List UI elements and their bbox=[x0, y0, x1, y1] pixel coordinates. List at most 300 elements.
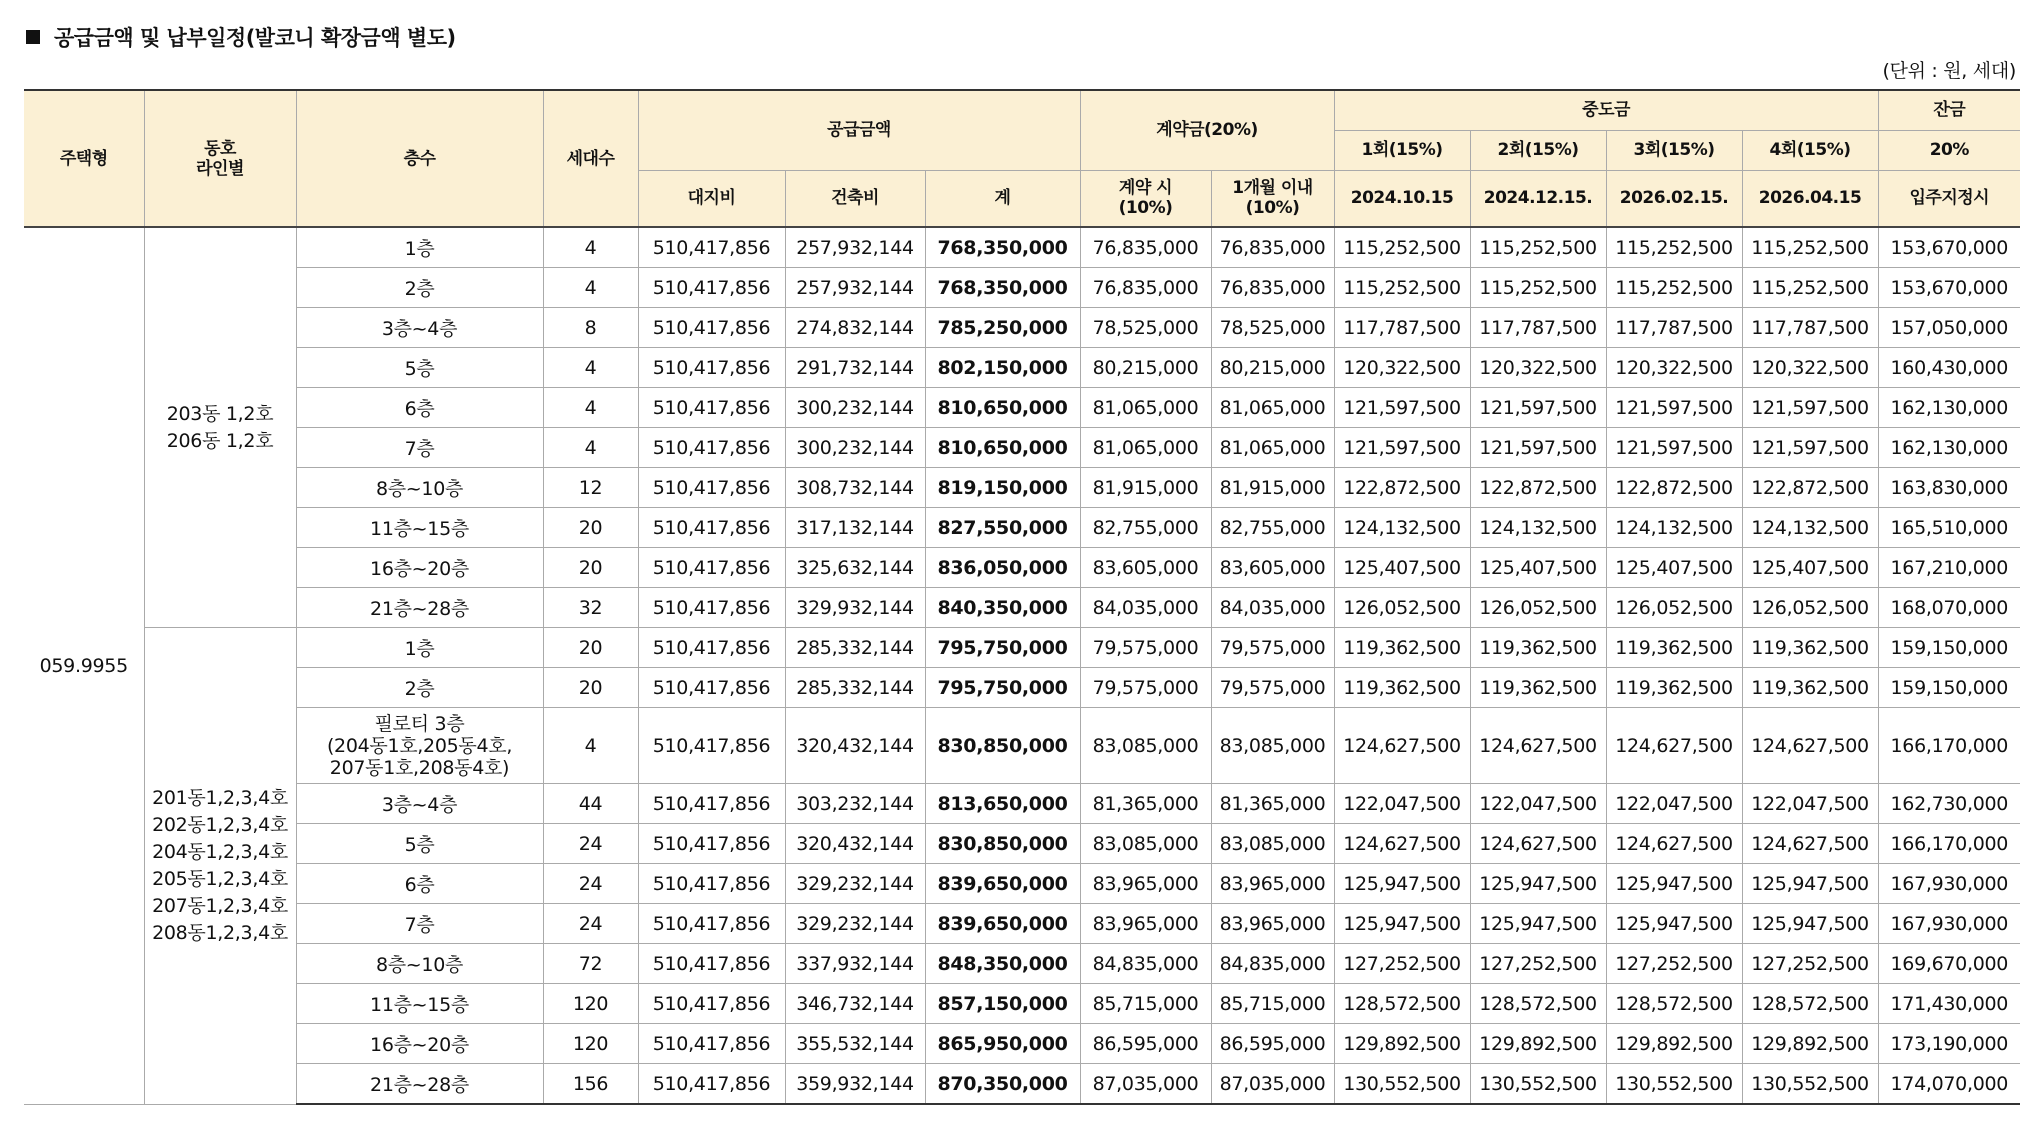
land-cost-cell: 510,417,856 bbox=[638, 588, 785, 628]
building-cost-cell: 355,532,144 bbox=[785, 1024, 925, 1064]
floors-cell: 5층 bbox=[296, 348, 543, 388]
table-row bbox=[24, 864, 2020, 904]
contract-1month-cell: 79,575,000 bbox=[1211, 668, 1334, 708]
mid1-cell: 129,892,500 bbox=[1334, 1024, 1470, 1064]
dong-line-label: 202동1,2,3,4호 bbox=[152, 813, 288, 836]
mid2-cell: 122,872,500 bbox=[1470, 468, 1606, 508]
building-cost-cell: 308,732,144 bbox=[785, 468, 925, 508]
header-contract-month-1: 1개월 이내 bbox=[1232, 178, 1313, 199]
mid1-cell: 115,252,500 bbox=[1334, 268, 1470, 308]
building-cost-cell: 329,932,144 bbox=[785, 588, 925, 628]
households-cell: 20 bbox=[543, 668, 638, 708]
mid1-cell: 130,552,500 bbox=[1334, 1064, 1470, 1105]
building-cost-cell: 303,232,144 bbox=[785, 784, 925, 824]
table-body bbox=[24, 227, 2020, 1104]
total-amount-cell: 840,350,000 bbox=[925, 588, 1080, 628]
contract-1month-cell: 80,215,000 bbox=[1211, 348, 1334, 388]
households-cell: 12 bbox=[543, 468, 638, 508]
building-cost-cell: 325,632,144 bbox=[785, 548, 925, 588]
section-title-text: 공급금액 및 납부일정(발코니 확장금액 별도) bbox=[54, 26, 456, 50]
table-header bbox=[24, 90, 2020, 227]
mid2-cell: 125,407,500 bbox=[1470, 548, 1606, 588]
total-amount-cell: 819,150,000 bbox=[925, 468, 1080, 508]
floors-cell: 6층 bbox=[296, 864, 543, 904]
contract-1month-cell: 81,915,000 bbox=[1211, 468, 1334, 508]
land-cost-cell: 510,417,856 bbox=[638, 784, 785, 824]
balance-cell: 159,150,000 bbox=[1878, 668, 2020, 708]
contract-at-cell: 76,835,000 bbox=[1080, 227, 1211, 268]
total-amount-cell: 768,350,000 bbox=[925, 227, 1080, 268]
contract-1month-cell: 79,575,000 bbox=[1211, 628, 1334, 668]
land-cost-cell: 510,417,856 bbox=[638, 348, 785, 388]
dong-group-1-cell bbox=[144, 227, 296, 628]
mid2-cell: 115,252,500 bbox=[1470, 227, 1606, 268]
mid3-cell: 124,132,500 bbox=[1606, 508, 1742, 548]
contract-1month-cell: 84,835,000 bbox=[1211, 944, 1334, 984]
contract-1month-cell: 81,065,000 bbox=[1211, 428, 1334, 468]
total-amount-cell: 848,350,000 bbox=[925, 944, 1080, 984]
balance-cell: 162,730,000 bbox=[1878, 784, 2020, 824]
mid3-cell: 120,322,500 bbox=[1606, 348, 1742, 388]
dong-line-label: 207동1,2,3,4호 bbox=[152, 894, 288, 917]
floors-cell: 8층~10층 bbox=[296, 468, 543, 508]
header-mid2-date: 2024.12.15. bbox=[1470, 170, 1606, 227]
mid4-cell: 127,252,500 bbox=[1742, 944, 1878, 984]
households-cell: 32 bbox=[543, 588, 638, 628]
land-cost-cell: 510,417,856 bbox=[638, 388, 785, 428]
mid4-cell: 122,872,500 bbox=[1742, 468, 1878, 508]
balance-cell: 153,670,000 bbox=[1878, 268, 2020, 308]
mid2-cell: 119,362,500 bbox=[1470, 628, 1606, 668]
total-amount-cell: 768,350,000 bbox=[925, 268, 1080, 308]
mid3-cell: 130,552,500 bbox=[1606, 1064, 1742, 1105]
table-row bbox=[24, 668, 2020, 708]
total-amount-cell: 830,850,000 bbox=[925, 824, 1080, 864]
mid4-cell: 121,597,500 bbox=[1742, 388, 1878, 428]
mid2-cell: 121,597,500 bbox=[1470, 428, 1606, 468]
land-cost-cell: 510,417,856 bbox=[638, 984, 785, 1024]
building-cost-cell: 291,732,144 bbox=[785, 348, 925, 388]
households-cell: 4 bbox=[543, 348, 638, 388]
header-contract-month bbox=[1211, 170, 1334, 227]
mid1-cell: 124,627,500 bbox=[1334, 824, 1470, 864]
mid3-cell: 115,252,500 bbox=[1606, 227, 1742, 268]
mid2-cell: 127,252,500 bbox=[1470, 944, 1606, 984]
total-amount-cell: 827,550,000 bbox=[925, 508, 1080, 548]
mid3-cell: 117,787,500 bbox=[1606, 308, 1742, 348]
balance-cell: 165,510,000 bbox=[1878, 508, 2020, 548]
dong-line-label: 203동 1,2호 bbox=[166, 402, 274, 425]
header-dong-line-2: 라인별 bbox=[196, 158, 244, 179]
mid3-cell: 122,047,500 bbox=[1606, 784, 1742, 824]
unit-note: (단위 : 원, 세대) bbox=[1882, 60, 2016, 82]
header-mid4: 4회(15%) bbox=[1742, 130, 1878, 170]
mid2-cell: 119,362,500 bbox=[1470, 668, 1606, 708]
balance-cell: 167,210,000 bbox=[1878, 548, 2020, 588]
mid3-cell: 129,892,500 bbox=[1606, 1024, 1742, 1064]
table-row bbox=[24, 824, 2020, 864]
households-cell: 20 bbox=[543, 628, 638, 668]
total-amount-cell: 795,750,000 bbox=[925, 628, 1080, 668]
mid3-cell: 127,252,500 bbox=[1606, 944, 1742, 984]
balance-cell: 168,070,000 bbox=[1878, 588, 2020, 628]
floors-cell: 5층 bbox=[296, 824, 543, 864]
header-supply-amount: 공급금액 bbox=[638, 90, 1080, 170]
mid2-cell: 122,047,500 bbox=[1470, 784, 1606, 824]
floors-cell: 11층~15층 bbox=[296, 984, 543, 1024]
contract-at-cell: 87,035,000 bbox=[1080, 1064, 1211, 1105]
mid3-cell: 121,597,500 bbox=[1606, 428, 1742, 468]
total-amount-cell: 836,050,000 bbox=[925, 548, 1080, 588]
contract-1month-cell: 83,085,000 bbox=[1211, 708, 1334, 784]
building-cost-cell: 300,232,144 bbox=[785, 428, 925, 468]
mid1-cell: 128,572,500 bbox=[1334, 984, 1470, 1024]
contract-1month-cell: 83,965,000 bbox=[1211, 864, 1334, 904]
balance-cell: 162,130,000 bbox=[1878, 428, 2020, 468]
households-cell: 4 bbox=[543, 388, 638, 428]
mid4-cell: 125,947,500 bbox=[1742, 864, 1878, 904]
mid3-cell: 115,252,500 bbox=[1606, 268, 1742, 308]
mid4-cell: 115,252,500 bbox=[1742, 227, 1878, 268]
table-row bbox=[24, 227, 2020, 268]
dong-line-label: 201동1,2,3,4호 bbox=[152, 786, 288, 809]
households-cell: 4 bbox=[543, 428, 638, 468]
contract-at-cell: 78,525,000 bbox=[1080, 308, 1211, 348]
table-row bbox=[24, 548, 2020, 588]
mid4-cell: 115,252,500 bbox=[1742, 268, 1878, 308]
contract-at-cell: 83,965,000 bbox=[1080, 904, 1211, 944]
total-amount-cell: 810,650,000 bbox=[925, 388, 1080, 428]
balance-cell: 166,170,000 bbox=[1878, 824, 2020, 864]
mid2-cell: 128,572,500 bbox=[1470, 984, 1606, 1024]
header-middle-payment: 중도금 bbox=[1334, 90, 1878, 130]
table-row bbox=[24, 508, 2020, 548]
building-cost-cell: 320,432,144 bbox=[785, 708, 925, 784]
mid1-cell: 122,047,500 bbox=[1334, 784, 1470, 824]
header-building: 건축비 bbox=[785, 170, 925, 227]
table-row bbox=[24, 348, 2020, 388]
header-dong-line-1: 동호 bbox=[204, 138, 236, 159]
total-amount-cell: 802,150,000 bbox=[925, 348, 1080, 388]
mid2-cell: 124,627,500 bbox=[1470, 824, 1606, 864]
building-cost-cell: 285,332,144 bbox=[785, 668, 925, 708]
floors-cell: 1층 bbox=[296, 227, 543, 268]
mid3-cell: 125,947,500 bbox=[1606, 904, 1742, 944]
total-amount-cell: 785,250,000 bbox=[925, 308, 1080, 348]
header-house-type: 주택형 bbox=[24, 90, 144, 227]
land-cost-cell: 510,417,856 bbox=[638, 628, 785, 668]
mid2-cell: 115,252,500 bbox=[1470, 268, 1606, 308]
mid4-cell: 119,362,500 bbox=[1742, 628, 1878, 668]
building-cost-cell: 257,932,144 bbox=[785, 227, 925, 268]
contract-at-cell: 85,715,000 bbox=[1080, 984, 1211, 1024]
contract-at-cell: 86,595,000 bbox=[1080, 1024, 1211, 1064]
table-row bbox=[24, 428, 2020, 468]
mid4-cell: 121,597,500 bbox=[1742, 428, 1878, 468]
land-cost-cell: 510,417,856 bbox=[638, 904, 785, 944]
building-cost-cell: 359,932,144 bbox=[785, 1064, 925, 1105]
header-total: 계 bbox=[925, 170, 1080, 227]
balance-cell: 166,170,000 bbox=[1878, 708, 2020, 784]
total-amount-cell: 865,950,000 bbox=[925, 1024, 1080, 1064]
total-amount-cell: 839,650,000 bbox=[925, 904, 1080, 944]
land-cost-cell: 510,417,856 bbox=[638, 1024, 785, 1064]
land-cost-cell: 510,417,856 bbox=[638, 268, 785, 308]
table-row bbox=[24, 904, 2020, 944]
land-cost-cell: 510,417,856 bbox=[638, 824, 785, 864]
land-cost-cell: 510,417,856 bbox=[638, 668, 785, 708]
total-amount-cell: 870,350,000 bbox=[925, 1064, 1080, 1105]
mid2-cell: 120,322,500 bbox=[1470, 348, 1606, 388]
mid2-cell: 124,627,500 bbox=[1470, 708, 1606, 784]
mid4-cell: 122,047,500 bbox=[1742, 784, 1878, 824]
total-amount-cell: 810,650,000 bbox=[925, 428, 1080, 468]
floors-cell: 7층 bbox=[296, 428, 543, 468]
table-row bbox=[24, 944, 2020, 984]
mid1-cell: 121,597,500 bbox=[1334, 428, 1470, 468]
contract-at-cell: 84,035,000 bbox=[1080, 588, 1211, 628]
mid2-cell: 124,132,500 bbox=[1470, 508, 1606, 548]
mid3-cell: 125,407,500 bbox=[1606, 548, 1742, 588]
mid1-cell: 125,407,500 bbox=[1334, 548, 1470, 588]
mid2-cell: 126,052,500 bbox=[1470, 588, 1606, 628]
floors-cell: 6층 bbox=[296, 388, 543, 428]
total-amount-cell: 839,650,000 bbox=[925, 864, 1080, 904]
mid1-cell: 125,947,500 bbox=[1334, 904, 1470, 944]
table-row bbox=[24, 1064, 2020, 1105]
contract-1month-cell: 83,965,000 bbox=[1211, 904, 1334, 944]
header-mid3: 3회(15%) bbox=[1606, 130, 1742, 170]
land-cost-cell: 510,417,856 bbox=[638, 308, 785, 348]
building-cost-cell: 337,932,144 bbox=[785, 944, 925, 984]
header-mid1: 1회(15%) bbox=[1334, 130, 1470, 170]
table-row bbox=[24, 268, 2020, 308]
table-row bbox=[24, 388, 2020, 428]
balance-cell: 153,670,000 bbox=[1878, 227, 2020, 268]
mid3-cell: 121,597,500 bbox=[1606, 388, 1742, 428]
table-row bbox=[24, 984, 2020, 1024]
building-cost-cell: 329,232,144 bbox=[785, 904, 925, 944]
land-cost-cell: 510,417,856 bbox=[638, 548, 785, 588]
contract-1month-cell: 81,365,000 bbox=[1211, 784, 1334, 824]
mid3-cell: 124,627,500 bbox=[1606, 708, 1742, 784]
balance-cell: 160,430,000 bbox=[1878, 348, 2020, 388]
header-mid1-date: 2024.10.15 bbox=[1334, 170, 1470, 227]
mid2-cell: 130,552,500 bbox=[1470, 1064, 1606, 1105]
mid1-cell: 127,252,500 bbox=[1334, 944, 1470, 984]
contract-1month-cell: 78,525,000 bbox=[1211, 308, 1334, 348]
households-cell: 120 bbox=[543, 1024, 638, 1064]
mid4-cell: 125,947,500 bbox=[1742, 904, 1878, 944]
land-cost-cell: 510,417,856 bbox=[638, 428, 785, 468]
mid3-cell: 119,362,500 bbox=[1606, 628, 1742, 668]
contract-1month-cell: 87,035,000 bbox=[1211, 1064, 1334, 1105]
households-cell: 24 bbox=[543, 824, 638, 864]
mid1-cell: 119,362,500 bbox=[1334, 628, 1470, 668]
header-mid2: 2회(15%) bbox=[1470, 130, 1606, 170]
dong-line-label: 206동 1,2호 bbox=[166, 429, 274, 452]
balance-cell: 163,830,000 bbox=[1878, 468, 2020, 508]
contract-at-cell: 81,915,000 bbox=[1080, 468, 1211, 508]
mid4-cell: 124,132,500 bbox=[1742, 508, 1878, 548]
floors-cell: 2층 bbox=[296, 668, 543, 708]
floors-cell: 16층~20층 bbox=[296, 548, 543, 588]
balance-cell: 167,930,000 bbox=[1878, 904, 2020, 944]
mid4-cell: 125,407,500 bbox=[1742, 548, 1878, 588]
mid1-cell: 125,947,500 bbox=[1334, 864, 1470, 904]
building-cost-cell: 257,932,144 bbox=[785, 268, 925, 308]
mid4-cell: 128,572,500 bbox=[1742, 984, 1878, 1024]
house-type-cell: 059.9955 bbox=[24, 227, 144, 1104]
contract-at-cell: 84,835,000 bbox=[1080, 944, 1211, 984]
header-balance-date: 입주지정시 bbox=[1878, 170, 2020, 227]
floors-cell: 2층 bbox=[296, 268, 543, 308]
mid4-cell: 124,627,500 bbox=[1742, 708, 1878, 784]
land-cost-cell: 510,417,856 bbox=[638, 864, 785, 904]
mid3-cell: 124,627,500 bbox=[1606, 824, 1742, 864]
households-cell: 24 bbox=[543, 864, 638, 904]
households-cell: 8 bbox=[543, 308, 638, 348]
header-contract-month-2: (10%) bbox=[1245, 198, 1300, 219]
mid2-cell: 129,892,500 bbox=[1470, 1024, 1606, 1064]
dong-line-label: 208동1,2,3,4호 bbox=[152, 921, 288, 944]
balance-cell: 173,190,000 bbox=[1878, 1024, 2020, 1064]
mid4-cell: 124,627,500 bbox=[1742, 824, 1878, 864]
floors-cell: 필로티 3층 (204동1호,205동4호, 207동1호,208동4호) bbox=[296, 708, 543, 784]
mid4-cell: 120,322,500 bbox=[1742, 348, 1878, 388]
mid1-cell: 124,627,500 bbox=[1334, 708, 1470, 784]
contract-at-cell: 79,575,000 bbox=[1080, 628, 1211, 668]
households-cell: 20 bbox=[543, 548, 638, 588]
floors-cell: 21층~28층 bbox=[296, 1064, 543, 1105]
contract-at-cell: 83,605,000 bbox=[1080, 548, 1211, 588]
contract-at-cell: 81,065,000 bbox=[1080, 388, 1211, 428]
building-cost-cell: 346,732,144 bbox=[785, 984, 925, 1024]
header-mid3-date: 2026.02.15. bbox=[1606, 170, 1742, 227]
building-cost-cell: 285,332,144 bbox=[785, 628, 925, 668]
square-bullet-icon bbox=[26, 30, 40, 44]
floors-cell: 3층~4층 bbox=[296, 784, 543, 824]
households-cell: 24 bbox=[543, 904, 638, 944]
floors-cell: 21층~28층 bbox=[296, 588, 543, 628]
mid3-cell: 128,572,500 bbox=[1606, 984, 1742, 1024]
header-households: 세대수 bbox=[543, 90, 638, 227]
building-cost-cell: 274,832,144 bbox=[785, 308, 925, 348]
households-cell: 20 bbox=[543, 508, 638, 548]
total-amount-cell: 857,150,000 bbox=[925, 984, 1080, 1024]
contract-1month-cell: 85,715,000 bbox=[1211, 984, 1334, 1024]
mid3-cell: 122,872,500 bbox=[1606, 468, 1742, 508]
contract-at-cell: 83,085,000 bbox=[1080, 824, 1211, 864]
balance-cell: 157,050,000 bbox=[1878, 308, 2020, 348]
dong-line-label: 205동1,2,3,4호 bbox=[152, 867, 288, 890]
mid4-cell: 117,787,500 bbox=[1742, 308, 1878, 348]
contract-at-cell: 83,085,000 bbox=[1080, 708, 1211, 784]
total-amount-cell: 830,850,000 bbox=[925, 708, 1080, 784]
contract-1month-cell: 82,755,000 bbox=[1211, 508, 1334, 548]
mid4-cell: 126,052,500 bbox=[1742, 588, 1878, 628]
table-row bbox=[24, 708, 2020, 784]
total-amount-cell: 795,750,000 bbox=[925, 668, 1080, 708]
mid1-cell: 126,052,500 bbox=[1334, 588, 1470, 628]
mid3-cell: 119,362,500 bbox=[1606, 668, 1742, 708]
mid4-cell: 119,362,500 bbox=[1742, 668, 1878, 708]
mid1-cell: 120,322,500 bbox=[1334, 348, 1470, 388]
floors-cell: 11층~15층 bbox=[296, 508, 543, 548]
header-floors: 층수 bbox=[296, 90, 543, 227]
building-cost-cell: 320,432,144 bbox=[785, 824, 925, 864]
households-cell: 72 bbox=[543, 944, 638, 984]
floors-cell: 7층 bbox=[296, 904, 543, 944]
mid1-cell: 124,132,500 bbox=[1334, 508, 1470, 548]
header-balance: 잔금 bbox=[1878, 90, 2020, 130]
header-contract-at bbox=[1080, 170, 1211, 227]
total-amount-cell: 813,650,000 bbox=[925, 784, 1080, 824]
dong-line-label: 204동1,2,3,4호 bbox=[152, 840, 288, 863]
mid1-cell: 119,362,500 bbox=[1334, 668, 1470, 708]
mid3-cell: 126,052,500 bbox=[1606, 588, 1742, 628]
header-dong-line bbox=[144, 90, 296, 227]
balance-cell: 169,670,000 bbox=[1878, 944, 2020, 984]
contract-1month-cell: 83,605,000 bbox=[1211, 548, 1334, 588]
floors-cell: 8층~10층 bbox=[296, 944, 543, 984]
land-cost-cell: 510,417,856 bbox=[638, 508, 785, 548]
mid1-cell: 115,252,500 bbox=[1334, 227, 1470, 268]
header-balance-pct: 20% bbox=[1878, 130, 2020, 170]
floors-cell: 16층~20층 bbox=[296, 1024, 543, 1064]
land-cost-cell: 510,417,856 bbox=[638, 1064, 785, 1105]
section-title bbox=[26, 22, 456, 52]
land-cost-cell: 510,417,856 bbox=[638, 227, 785, 268]
contract-at-cell: 83,965,000 bbox=[1080, 864, 1211, 904]
balance-cell: 162,130,000 bbox=[1878, 388, 2020, 428]
land-cost-cell: 510,417,856 bbox=[638, 468, 785, 508]
land-cost-cell: 510,417,856 bbox=[638, 708, 785, 784]
households-cell: 4 bbox=[543, 708, 638, 784]
mid1-cell: 117,787,500 bbox=[1334, 308, 1470, 348]
mid4-cell: 129,892,500 bbox=[1742, 1024, 1878, 1064]
header-mid4-date: 2026.04.15 bbox=[1742, 170, 1878, 227]
header-contract-at-2: (10%) bbox=[1118, 198, 1173, 219]
balance-cell: 159,150,000 bbox=[1878, 628, 2020, 668]
dong-group-2-cell bbox=[144, 628, 296, 1105]
contract-at-cell: 80,215,000 bbox=[1080, 348, 1211, 388]
households-cell: 156 bbox=[543, 1064, 638, 1105]
households-cell: 120 bbox=[543, 984, 638, 1024]
balance-cell: 171,430,000 bbox=[1878, 984, 2020, 1024]
floors-cell: 1층 bbox=[296, 628, 543, 668]
contract-at-cell: 81,365,000 bbox=[1080, 784, 1211, 824]
mid2-cell: 121,597,500 bbox=[1470, 388, 1606, 428]
table-row bbox=[24, 628, 2020, 668]
land-cost-cell: 510,417,856 bbox=[638, 944, 785, 984]
contract-1month-cell: 86,595,000 bbox=[1211, 1024, 1334, 1064]
contract-1month-cell: 83,085,000 bbox=[1211, 824, 1334, 864]
building-cost-cell: 317,132,144 bbox=[785, 508, 925, 548]
mid4-cell: 130,552,500 bbox=[1742, 1064, 1878, 1105]
table-row bbox=[24, 468, 2020, 508]
contract-1month-cell: 76,835,000 bbox=[1211, 268, 1334, 308]
mid1-cell: 121,597,500 bbox=[1334, 388, 1470, 428]
table-row bbox=[24, 1024, 2020, 1064]
table-row bbox=[24, 784, 2020, 824]
mid2-cell: 117,787,500 bbox=[1470, 308, 1606, 348]
contract-1month-cell: 81,065,000 bbox=[1211, 388, 1334, 428]
table-row bbox=[24, 588, 2020, 628]
floors-cell: 3층~4층 bbox=[296, 308, 543, 348]
balance-cell: 174,070,000 bbox=[1878, 1064, 2020, 1105]
mid2-cell: 125,947,500 bbox=[1470, 904, 1606, 944]
